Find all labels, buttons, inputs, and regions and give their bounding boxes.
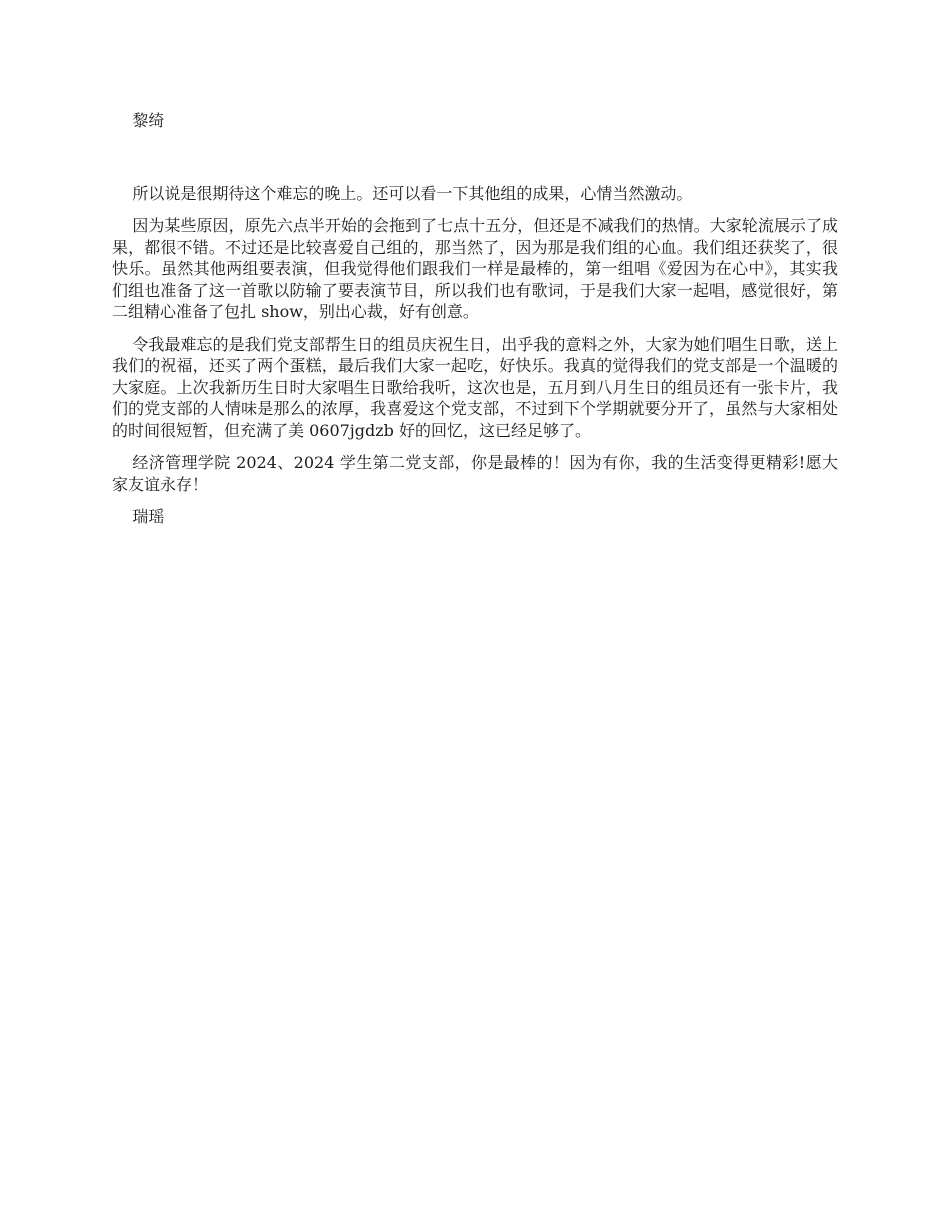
paragraph-4: 经济管理学院 2024、2024 学生第二党支部，你是最棒的！因为有你，我的生活变得更精彩!愿大家友谊永存！ — [112, 453, 838, 494]
paragraph-1: 所以说是很期待这个难忘的晚上。还可以看一下其他组的成果，心情当然激动。 — [132, 183, 693, 203]
paragraph-3: 令我最难忘的是我们党支部帮生日的组员庆祝生日，出乎我的意料之外，大家为她们唱生日歌，送上我们的祝福，还买了两个蛋糕，最后我们大家一起吃，好快乐。我真的觉得我们的党支部是一个温暖的大家庭。上次我新历生日时大家唱生日歌给我听，这次也是，五月到八月生日的组员还有一张卡片，我们的党支部的人情味是那么的浓厚，我喜爱这个党支部，不过到下个学期就要分开了，虽然与大家相处的时间很短暂，但充满了美 0607jgdzb 好的回忆，这已经足够了。 — [112, 334, 838, 440]
document-body — [112, 110, 838, 539]
author-name-top: 黎绮 — [132, 111, 165, 130]
author-name-bottom: 瑞瑶 — [132, 507, 165, 526]
paragraph-2: 因为某些原因，原先六点半开始的会拖到了七点十五分，但还是不减我们的热情。大家轮流展示了成果，都很不错。不过还是比较喜爱自己组的，那当然了，因为那是我们组的心血。我们组还获奖了，很快乐。虽然其他两组要表演，但我觉得他们跟我们一样是最棒的，第一组唱《爱因为在心中》，其实我们组也准备了这一首歌以防输了要表演节目，所以我们也有歌词，于是我们大家一起唱，感觉很好，第二组精心准备了包扎 show，别出心裁，好有创意。 — [112, 216, 838, 321]
